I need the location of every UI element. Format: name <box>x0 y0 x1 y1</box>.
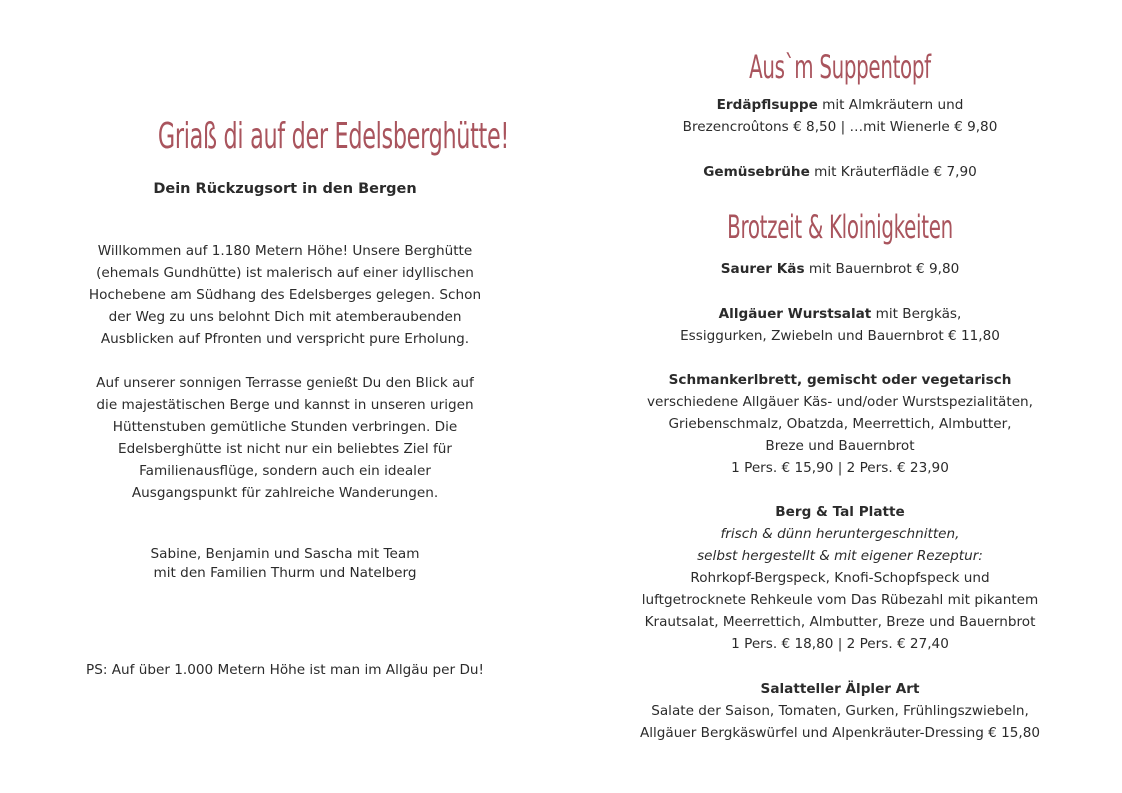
intro-line: (ehemals Gundhütte) ist malerisch auf einer idyllischen <box>96 265 474 281</box>
item-description: Salate der Saison, Tomaten, Gurken, Frühlingszwiebeln, <box>651 703 1029 719</box>
intro-line: Hochebene am Südhang des Edelsberges gelegen. Schon <box>88 287 482 303</box>
item-description: mit Bergkäs, <box>871 306 962 322</box>
item-description: Rohrkopf-Bergspeck, Knofi-Schopfspeck und <box>690 570 990 586</box>
item-description: mit Almkräutern und <box>817 97 964 113</box>
item-description: Krautsalat, Meerrettich, Almbutter, Breze und Bauernbrot <box>644 614 1036 630</box>
intro-line: Ausblicken auf Pfronten und verspricht pure Erholung. <box>100 331 470 347</box>
item-description: Allgäuer Bergkäswürfel und Alpenkräuter-Dressing € 15,80 <box>639 725 1041 741</box>
item-description: mit Bauernbrot € 9,80 <box>804 261 960 277</box>
signature-line: mit den Familien Thurm und Natelberg <box>153 565 417 581</box>
item-name: Gemüsebrühe <box>703 164 810 180</box>
soup-heading: Aus`m Suppentopf <box>749 48 931 86</box>
terrace-paragraph <box>80 372 490 504</box>
item-name: Allgäuer Wurstsalat <box>718 306 872 322</box>
terrace-line: Familienausflüge, sondern auch ein idealer <box>139 463 431 479</box>
postscript: PS: Auf über 1.000 Metern Höhe ist man im Allgäu per Du! <box>86 662 484 678</box>
item-price-line: Brezencroûtons € 8,50 | …mit Wienerle € 9,80 <box>682 119 998 135</box>
item-note: frisch & dünn heruntergeschnitten, <box>720 526 960 542</box>
menu-item-wurstsalat <box>620 303 1060 347</box>
intro-paragraph <box>80 240 490 350</box>
menu-item-salatteller <box>620 678 1060 744</box>
terrace-line: die majestätischen Berge und kannst in unseren urigen <box>96 397 474 413</box>
intro-line: der Weg zu uns belohnt Dich mit atemberaubenden <box>108 309 462 325</box>
intro-line: Willkommen auf 1.180 Metern Höhe! Unsere Berghütte <box>97 243 473 259</box>
item-description: Griebenschmalz, Obatzda, Meerrettich, Almbutter, <box>668 416 1012 432</box>
item-description: mit Kräuterflädle € 7,90 <box>809 164 977 180</box>
welcome-title: Griaß di auf der Edelsberghütte! <box>157 116 510 157</box>
item-name: Berg & Tal Platte <box>775 504 905 520</box>
menu-item-gemuesebruehe <box>620 161 1060 183</box>
terrace-line: Ausgangspunkt für zahlreiche Wanderungen. <box>131 485 439 501</box>
item-name: Saurer Käs <box>720 261 805 277</box>
item-description: verschiedene Allgäuer Käs- und/oder Wurstspezialitäten, <box>646 394 1033 410</box>
item-description: luftgetrocknete Rehkeule vom Das Rübezahl mit pikantem <box>641 592 1039 608</box>
item-price-line: 1 Pers. € 18,80 | 2 Pers. € 27,40 <box>731 636 949 652</box>
menu-item-erdaepflsuppe <box>620 94 1060 138</box>
menu-item-schmankerlbrett <box>620 369 1060 479</box>
item-name: Erdäpflsuppe <box>716 97 818 113</box>
item-price-line: 1 Pers. € 15,90 | 2 Pers. € 23,90 <box>731 460 949 476</box>
item-name: Salatteller Älpler Art <box>760 681 920 697</box>
menu-item-berg-tal-platte <box>620 501 1060 655</box>
terrace-line: Edelsberghütte ist nicht nur ein beliebtes Ziel für <box>117 441 453 457</box>
menu-item-saurer-kaes <box>620 258 1060 280</box>
item-name: Schmankerlbrett, gemischt oder vegetarisch <box>668 372 1012 388</box>
item-description: Breze und Bauernbrot <box>765 438 915 454</box>
item-note: selbst hergestellt & mit eigener Rezeptur: <box>697 548 983 564</box>
signature-line: Sabine, Benjamin und Sascha mit Team <box>150 546 420 562</box>
snack-heading: Brotzeit & Kloinigkeiten <box>727 208 953 246</box>
terrace-line: Auf unserer sonnigen Terrasse genießt Du den Blick auf <box>96 375 474 391</box>
signature <box>80 545 490 583</box>
item-price-line: Essiggurken, Zwiebeln und Bauernbrot € 11,80 <box>680 328 1000 344</box>
welcome-subtitle: Dein Rückzugsort in den Bergen <box>153 181 417 197</box>
terrace-line: Hüttenstuben gemütliche Stunden verbringen. Die <box>112 419 458 435</box>
